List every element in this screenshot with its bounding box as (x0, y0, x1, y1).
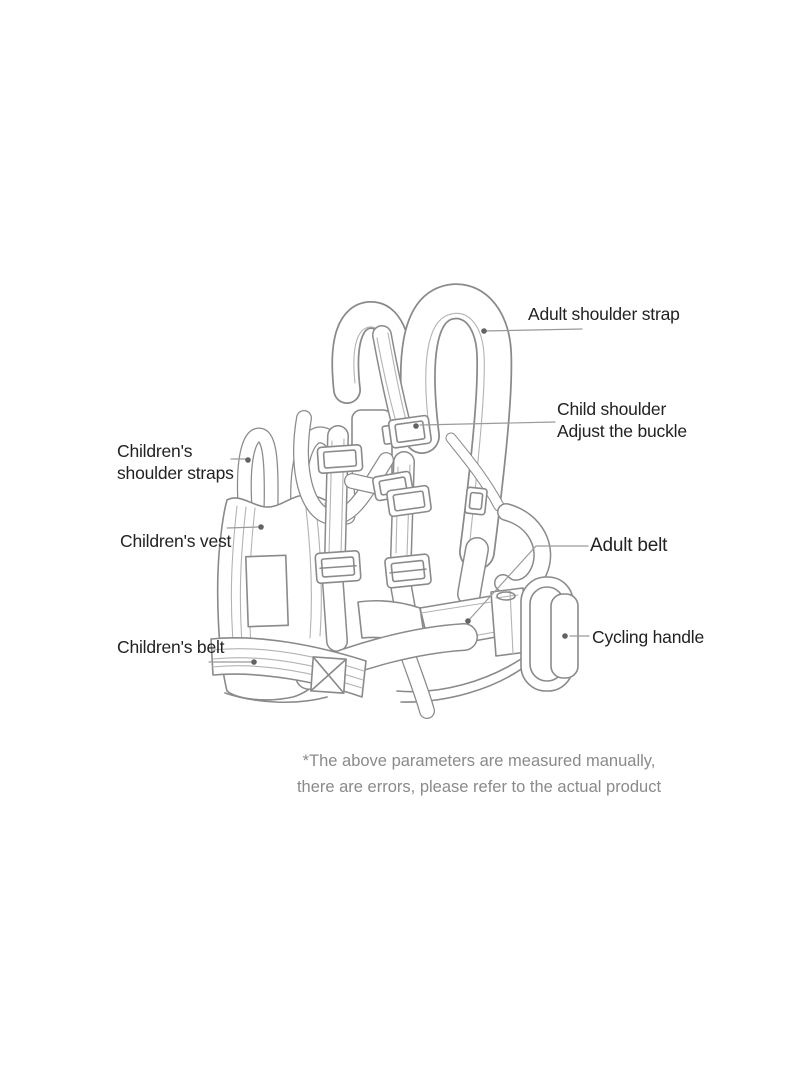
label-child-shoulder (557, 398, 687, 442)
label-adult-belt: Adult belt (590, 535, 668, 556)
belt-x-buckle (311, 657, 346, 693)
label-adult-shoulder-strap: Adult shoulder strap (528, 304, 680, 324)
footnote-line2: there are errors, please refer to the actual product (296, 778, 662, 796)
label-child-shoulder-line2: Adjust the buckle (557, 421, 687, 441)
label-childrens-shoulder-straps-line2: shoulder straps (117, 463, 234, 483)
bottom-straps-shape (397, 658, 527, 711)
label-childrens-belt: Children's belt (117, 637, 225, 657)
label-cycling-handle: Cycling handle (592, 627, 704, 647)
footnote-line1: *The above parameters are measured manually, (302, 752, 656, 770)
label-childrens-shoulder-straps (117, 440, 234, 484)
label-childrens-shoulder-straps-line1: Children's (117, 441, 193, 461)
label-child-shoulder-line1: Child shoulder (557, 399, 667, 419)
footnote (248, 748, 710, 800)
label-childrens-vest: Children's vest (120, 531, 232, 551)
cycling-handle-shape (521, 577, 578, 691)
